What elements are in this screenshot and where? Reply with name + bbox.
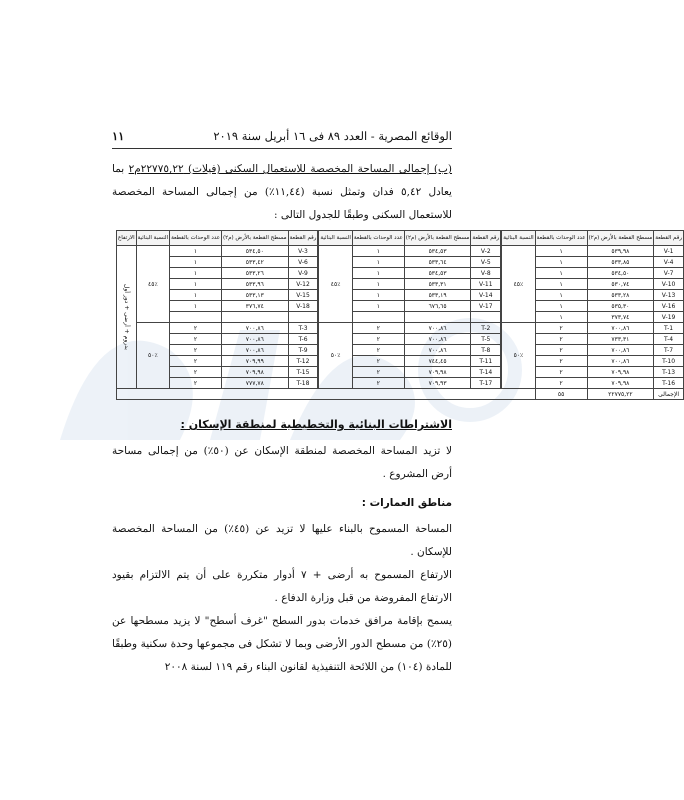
plot-units: ١ (170, 257, 222, 268)
plot-area: ٧٠٩,٩٨ (587, 378, 654, 389)
plot-area: ٧٠٩,٩٨ (222, 367, 289, 378)
plot-id: T-17 (471, 378, 501, 389)
header-divider (112, 148, 452, 149)
plot-units: ٢ (535, 323, 587, 334)
plot-units (352, 312, 404, 323)
plot-units: ٢ (535, 378, 587, 389)
column-separator (501, 246, 502, 257)
header-cell: مسطح القطعة بالأرض (م٢) (404, 231, 471, 246)
plot-units: ١ (170, 301, 222, 312)
table-row (117, 290, 684, 301)
column-separator (318, 257, 319, 268)
plot-area: ٥٣٣,٨٥ (587, 257, 654, 268)
plot-id: T-9 (288, 345, 318, 356)
plot-units: ٢ (352, 356, 404, 367)
plot-area: ٧٠٠,٨٦ (587, 345, 654, 356)
header-cell: الارتفاع (117, 231, 137, 246)
plot-units: ١ (535, 268, 587, 279)
building-ratio: ٪٥٠ (319, 323, 352, 389)
building-ratio: ٪٥٠ (136, 323, 169, 389)
plot-id: T-16 (654, 378, 684, 389)
plot-id: T-4 (654, 334, 684, 345)
plot-units: ١ (170, 290, 222, 301)
plot-area: ٧٤٤,٤٥ (404, 356, 471, 367)
column-separator (318, 268, 319, 279)
plot-area: ٥٣٤,٥٠ (222, 246, 289, 257)
building-ratio: ٪٤٥ (136, 246, 169, 323)
plot-area: ٧٠٠,٨٦ (587, 356, 654, 367)
plot-area: ٧٧٧,٧٨ (222, 378, 289, 389)
plot-area: ٧٠٠,٨٦ (222, 334, 289, 345)
plot-id: T-10 (654, 356, 684, 367)
plot-units: ٢ (535, 334, 587, 345)
column-separator (501, 367, 502, 378)
column-separator (501, 290, 502, 301)
column-separator (318, 290, 319, 301)
plot-id: T-18 (288, 378, 318, 389)
plot-units: ٢ (535, 367, 587, 378)
column-separator (318, 345, 319, 356)
table-row (117, 323, 684, 334)
intro-part1: (ب) إجمالى المساحة المخصصة للاستعمال السكنى (فيلات) ٢٢٧٧٥,٢٢م٢ (128, 163, 453, 175)
height-label: بدروم + أرضى + دور أول (117, 246, 137, 389)
column-separator (318, 367, 319, 378)
plot-units: ٢ (535, 356, 587, 367)
plot-area: ٥٣٤,٥٠ (587, 268, 654, 279)
plot-area: ٣٧٣,٧٤ (587, 312, 654, 323)
header-cell: رقم القطعة (654, 231, 684, 246)
building-ratio: ٪٥٠ (502, 323, 535, 389)
table-row (117, 345, 684, 356)
plot-units: ٢ (170, 345, 222, 356)
plot-units: ١ (535, 257, 587, 268)
table-row (117, 312, 684, 323)
total-units: ٥٥ (535, 389, 587, 400)
plot-units: ١ (535, 279, 587, 290)
plot-units: ٢ (352, 378, 404, 389)
plot-units: ١ (170, 246, 222, 257)
plot-id: V-18 (288, 301, 318, 312)
plot-units (170, 312, 222, 323)
total-row (117, 389, 684, 400)
column-separator (501, 257, 502, 268)
plot-area: ٧٠٩,٩٨ (404, 367, 471, 378)
plot-id: T-6 (288, 334, 318, 345)
plot-area: ٣٧٦,٧٤ (222, 301, 289, 312)
plot-area: ٧٠٠,٨٦ (404, 334, 471, 345)
intro-part2: بما يعادل ٥,٤٢ فدان وتمثل نسبة (١١,٤٤٪) من إجمالى المساحة المخصصة للاستعمال السكنى وطبقًا للجدول التالى : (112, 163, 452, 221)
plot-id: V-14 (471, 290, 501, 301)
table-row (117, 246, 684, 257)
plot-area (404, 312, 471, 323)
table-row (117, 334, 684, 345)
buildings-paragraph (112, 518, 452, 679)
plot-id: T-1 (654, 323, 684, 334)
plot-id: V-12 (288, 279, 318, 290)
section-heading: الاشتراطات البنائية والتخطيطية لمنطقة الإسكان : (180, 418, 452, 431)
plot-area: ٧٠٠,٨٦ (587, 323, 654, 334)
villa-table (116, 230, 684, 400)
page-header (112, 129, 452, 147)
column-separator (318, 246, 319, 257)
plot-id: V-16 (654, 301, 684, 312)
table-row (117, 268, 684, 279)
plot-area: ٥٣٣,٢٦ (222, 268, 289, 279)
plot-area: ٥٣٣,٤٢ (222, 257, 289, 268)
plot-id: T-2 (471, 323, 501, 334)
plot-id: V-8 (471, 268, 501, 279)
height-line: الارتفاع المسموح به أرضى + ٧ أدوار متكررة على أن يتم الالتزام بقيود الارتفاع المفروضة من قبل وزارة الدفاع . (112, 569, 452, 604)
coverage-line: المساحة المسموح بالبناء عليها لا تزيد عن (٤٥٪) من المساحة المخصصة للإسكان . (112, 523, 452, 558)
plot-units: ١ (535, 290, 587, 301)
plot-id: T-5 (471, 334, 501, 345)
plot-area: ٥٣٣,٩٦ (222, 279, 289, 290)
plot-units: ١ (352, 257, 404, 268)
plot-id: V-6 (288, 257, 318, 268)
plot-units: ١ (170, 279, 222, 290)
header-cell: النسبة البنائية (319, 231, 352, 246)
column-separator (318, 334, 319, 345)
plot-area: ٧٠٩,٩٣ (404, 378, 471, 389)
plot-area: ٥٣٣,٦٤ (404, 257, 471, 268)
plot-id: V-7 (654, 268, 684, 279)
plot-units: ١ (535, 312, 587, 323)
table-row (117, 378, 684, 389)
plot-id: T-11 (471, 356, 501, 367)
intro-paragraph (112, 158, 452, 227)
column-separator (501, 356, 502, 367)
header-cell: رقم القطعة (288, 231, 318, 246)
column-separator (318, 231, 319, 246)
plot-id: V-1 (654, 246, 684, 257)
plot-area: ٧٠٠,٨٦ (404, 323, 471, 334)
plot-area: ٥٣٤,٥٣ (404, 268, 471, 279)
column-separator (318, 356, 319, 367)
plot-area: ٧٠٠,٨٦ (222, 323, 289, 334)
header-cell: عدد الوحدات بالقطعة (352, 231, 404, 246)
plot-id: T-8 (471, 345, 501, 356)
column-separator (318, 301, 319, 312)
plot-id: T-13 (654, 367, 684, 378)
plot-area: ٥٣٤,٥٣ (404, 246, 471, 257)
header-cell: مسطح القطعة بالأرض (م٢) (222, 231, 289, 246)
plot-area: ٧٠٩,٩٩ (222, 356, 289, 367)
plot-units: ١ (352, 290, 404, 301)
plot-units: ١ (535, 301, 587, 312)
buildings-subheading: مناطق العمارات : (361, 497, 452, 509)
plot-id: V-5 (471, 257, 501, 268)
plot-id: V-3 (288, 246, 318, 257)
table-row (117, 257, 684, 268)
building-ratio: ٪٤٥ (502, 246, 535, 323)
plot-area: ٧٠٠,٨٦ (404, 345, 471, 356)
plot-units: ٢ (170, 356, 222, 367)
plot-id: V-2 (471, 246, 501, 257)
header-cell: عدد الوحدات بالقطعة (535, 231, 587, 246)
plot-units: ١ (535, 246, 587, 257)
plot-units: ١ (352, 246, 404, 257)
plot-units: ٢ (352, 367, 404, 378)
plot-units: ٢ (170, 378, 222, 389)
column-separator (501, 334, 502, 345)
plot-area: ٧٠٩,٩٨ (587, 367, 654, 378)
plot-id: T-3 (288, 323, 318, 334)
header-title: الوقائع المصرية - العدد ٨٩ فى ١٦ أبريل سنة ٢٠١٩ (213, 129, 452, 143)
column-separator (318, 279, 319, 290)
plot-area: ٦٧٦,٦٥ (404, 301, 471, 312)
plot-units: ٢ (170, 367, 222, 378)
plot-id (288, 312, 318, 323)
column-separator (501, 378, 502, 389)
building-ratio: ٪٤٥ (319, 246, 352, 323)
column-separator (501, 279, 502, 290)
page-number: ١١ (112, 129, 125, 143)
table-row (117, 367, 684, 378)
column-separator (501, 231, 502, 246)
plot-id: V-9 (288, 268, 318, 279)
plot-id: V-15 (288, 290, 318, 301)
plot-units: ١ (352, 279, 404, 290)
column-separator (318, 323, 319, 334)
plot-units: ٢ (535, 345, 587, 356)
plot-units: ٢ (170, 323, 222, 334)
header-cell: مسطح القطعة بالأرض (م٢) (587, 231, 654, 246)
roof-line: يسمح بإقامة مرافق خدمات بدور السطح "غرف أسطح" لا يزيد مسطحها عن (٢٥٪) من مسطح الدور الأرضى وبما لا تشكل فى مجموعها وحدة سكنية وطبقًا للمادة (١٠٤) من اللائحة التنفيذية لقانون البناء رقم ١١٩ لسنة ٢٠٠٨ (112, 615, 452, 673)
plot-area: ٧٠٠,٨٦ (222, 345, 289, 356)
column-separator (501, 323, 502, 334)
plot-units: ٢ (170, 334, 222, 345)
plot-units: ٢ (352, 323, 404, 334)
total-area: ٢٢٧٧٥,٢٢ (587, 389, 654, 400)
plot-area: ٥٣٩,٩٨ (587, 246, 654, 257)
plot-id: T-12 (288, 356, 318, 367)
plot-id: V-4 (654, 257, 684, 268)
plot-units: ٢ (352, 334, 404, 345)
header-cell: عدد الوحدات بالقطعة (170, 231, 222, 246)
column-separator (501, 301, 502, 312)
column-separator (501, 312, 502, 323)
plot-area: ٥٣٣,١٣ (222, 290, 289, 301)
plot-units: ١ (352, 301, 404, 312)
total-label: الإجمالى (654, 389, 684, 400)
header-cell: النسبة البنائية (502, 231, 535, 246)
header-cell: رقم القطعة (471, 231, 501, 246)
column-separator (318, 312, 319, 323)
plot-area: ٥٣٥,٣٠ (587, 301, 654, 312)
plot-id: V-17 (471, 301, 501, 312)
total-filler (117, 389, 536, 400)
plot-id: T-14 (471, 367, 501, 378)
table-header-row (117, 231, 684, 246)
plot-units: ١ (170, 268, 222, 279)
plot-id: V-10 (654, 279, 684, 290)
plot-id: V-19 (654, 312, 684, 323)
column-separator (501, 345, 502, 356)
plot-id: T-7 (654, 345, 684, 356)
plot-id (471, 312, 501, 323)
plot-units: ٢ (352, 345, 404, 356)
table-row (117, 356, 684, 367)
plot-units: ١ (352, 268, 404, 279)
plot-area: ٥٣٣,١٩ (404, 290, 471, 301)
plot-area: ٥٣٠,٧٤ (587, 279, 654, 290)
plot-area: ٧٣٣,٣١ (587, 334, 654, 345)
plot-id: V-11 (471, 279, 501, 290)
header-cell: النسبة البنائية (136, 231, 169, 246)
plot-area: ٥٣٣,٣١ (404, 279, 471, 290)
plot-id: T-15 (288, 367, 318, 378)
plot-id: V-13 (654, 290, 684, 301)
plot-area (222, 312, 289, 323)
housing-area-paragraph: لا تزيد المساحة المخصصة لمنطقة الإسكان عن (٥٠٪) من إجمالى مساحة أرض المشروع . (112, 445, 452, 480)
plot-area: ٥٣٣,٢٨ (587, 290, 654, 301)
column-separator (501, 268, 502, 279)
table-row (117, 279, 684, 290)
table-row (117, 301, 684, 312)
column-separator (318, 378, 319, 389)
